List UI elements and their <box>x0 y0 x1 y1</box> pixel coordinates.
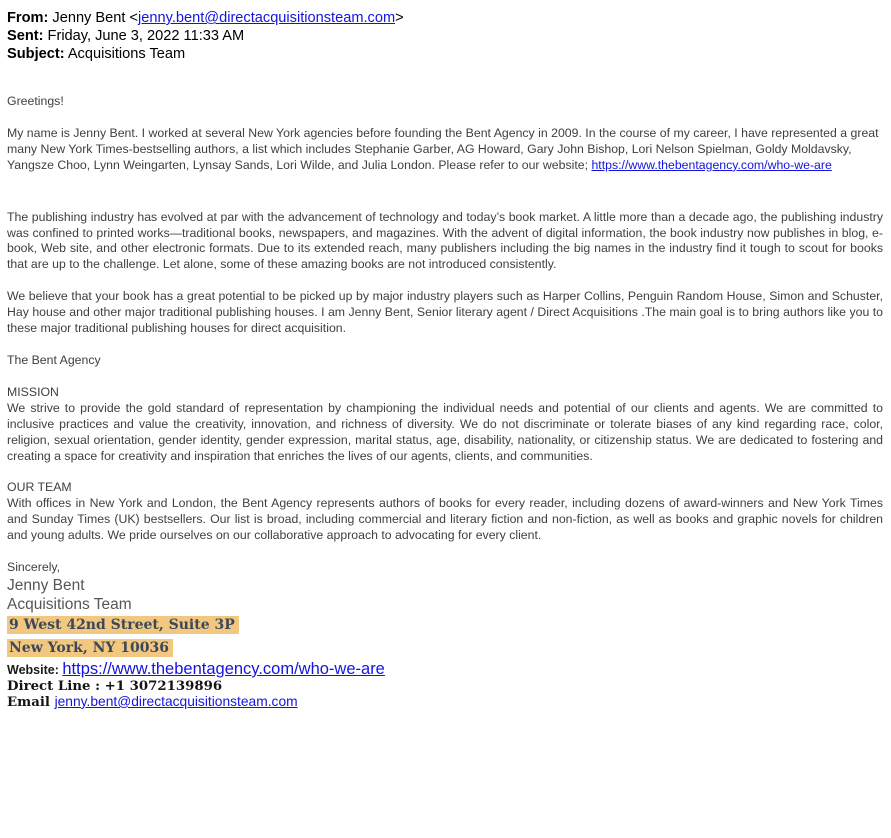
from-label: From: <box>7 10 49 26</box>
greeting: Greetings! <box>7 94 64 108</box>
website-row <box>7 660 883 679</box>
from-suffix: > <box>395 10 404 26</box>
subject-label: Subject: <box>7 46 65 62</box>
from-name: Jenny Bent < <box>48 10 139 26</box>
address-line-1: 9 West 42nd Street, Suite 3P <box>7 614 883 637</box>
mission-text: We strive to provide the gold standard of representation by championing the individual needs and potential of our clients and agents. We are committed to inclusive practices and value the creativity, innovation, and richness of diversity. We do not discriminate or tolerate biases of any kind regarding race, color, religion, sexual orientation, gender identity, gender expression, marital status, age, disability, nationality, or citizenship status. We are dedicated to fostering and creating a space for creativity and inspiration that enriches the lives of our agents, clients, and communities. <box>7 400 883 463</box>
mission-heading: MISSION <box>7 384 59 399</box>
sent-value: Friday, June 3, 2022 11:33 AM <box>43 28 245 44</box>
email-label: Email <box>7 694 55 710</box>
mission-section <box>7 385 883 465</box>
who-we-are-link[interactable]: https://www.thebentagency.com/who-we-are <box>591 157 832 172</box>
intro-paragraph <box>7 126 883 174</box>
address-line-2: New York, NY 10036 <box>7 637 883 660</box>
subject-value: Acquisitions Team <box>64 46 186 62</box>
sent-label: Sent: <box>7 28 44 44</box>
direct-line: Direct Line : +1 3072139896 <box>7 678 223 694</box>
address-highlight <box>7 614 883 660</box>
team-section <box>7 480 883 544</box>
header-subject-line <box>7 45 883 63</box>
website-label: Website: <box>7 662 63 677</box>
closing: Sincerely, <box>7 560 61 575</box>
pitch-paragraph: We believe that your book has a great potential to be picked up by major industry players such as Harper Collins, Penguin Random House, Simon and Schuster, Hay house and other major traditional publishing houses. I am Jenny Bent, Senior literary agent / Direct Acquisitions .The main goal is to bring authors like you to these major traditional publishing houses for direct acquisition. <box>7 289 883 336</box>
intro-text: My name is Jenny Bent. I worked at several New York agencies before founding the Bent Agency in 2009. In the course of my career, I have represented a great many New York Times-bestselling authors, a list which includes Stephanie Garber, AG Howard, Gary John Bishop, Lori Nelson Spielman, Goldy Moldavsky, Yangsze Choo, Lynn Weingarten, Lynsay Sands, Lori Wilde, and Julia London. Please refer to our website; <box>7 125 879 172</box>
from-email-link[interactable]: jenny.bent@directacquisitionsteam.com <box>138 10 396 26</box>
signature-name: Jenny Bent <box>7 576 85 594</box>
email-header <box>7 9 883 63</box>
industry-paragraph: The publishing industry has evolved at par with the advancement of technology and today’s book market. A little more than a decade ago, the publishing industry was confined to printed works—traditional books, newspapers, and magazines. With the advent of digital information, the book industry now publishes in blog, e-book, Web site, and other electronic formats. Due to its extended reach, many publishers including the big names in the industry find it tough to scout for books that are up to the challenge. Let alone, some of these amazing books are not introduced consistently. <box>7 209 883 272</box>
email-row <box>7 694 883 710</box>
team-text: With offices in New York and London, the Bent Agency represents authors of books for every reader, including dozens of award-winners and New York Times and Sunday Times (UK) bestsellers. Our list is broad, including commercial and literary fiction and non-fiction, as well as books and graphic novels for children and young adults. We pride ourselves on our collaborative approach to advocating for every client. <box>7 496 883 543</box>
agency-name: The Bent Agency <box>7 352 101 367</box>
signature-team: Acquisitions Team <box>7 595 132 613</box>
website-link[interactable]: https://www.thebentagency.com/who-we-are <box>62 659 385 678</box>
signature-email-link[interactable]: jenny.bent@directacquisitionsteam.com <box>54 693 298 709</box>
header-sent-line <box>7 27 883 45</box>
header-from-line <box>7 9 883 27</box>
team-heading: OUR TEAM <box>7 480 72 495</box>
